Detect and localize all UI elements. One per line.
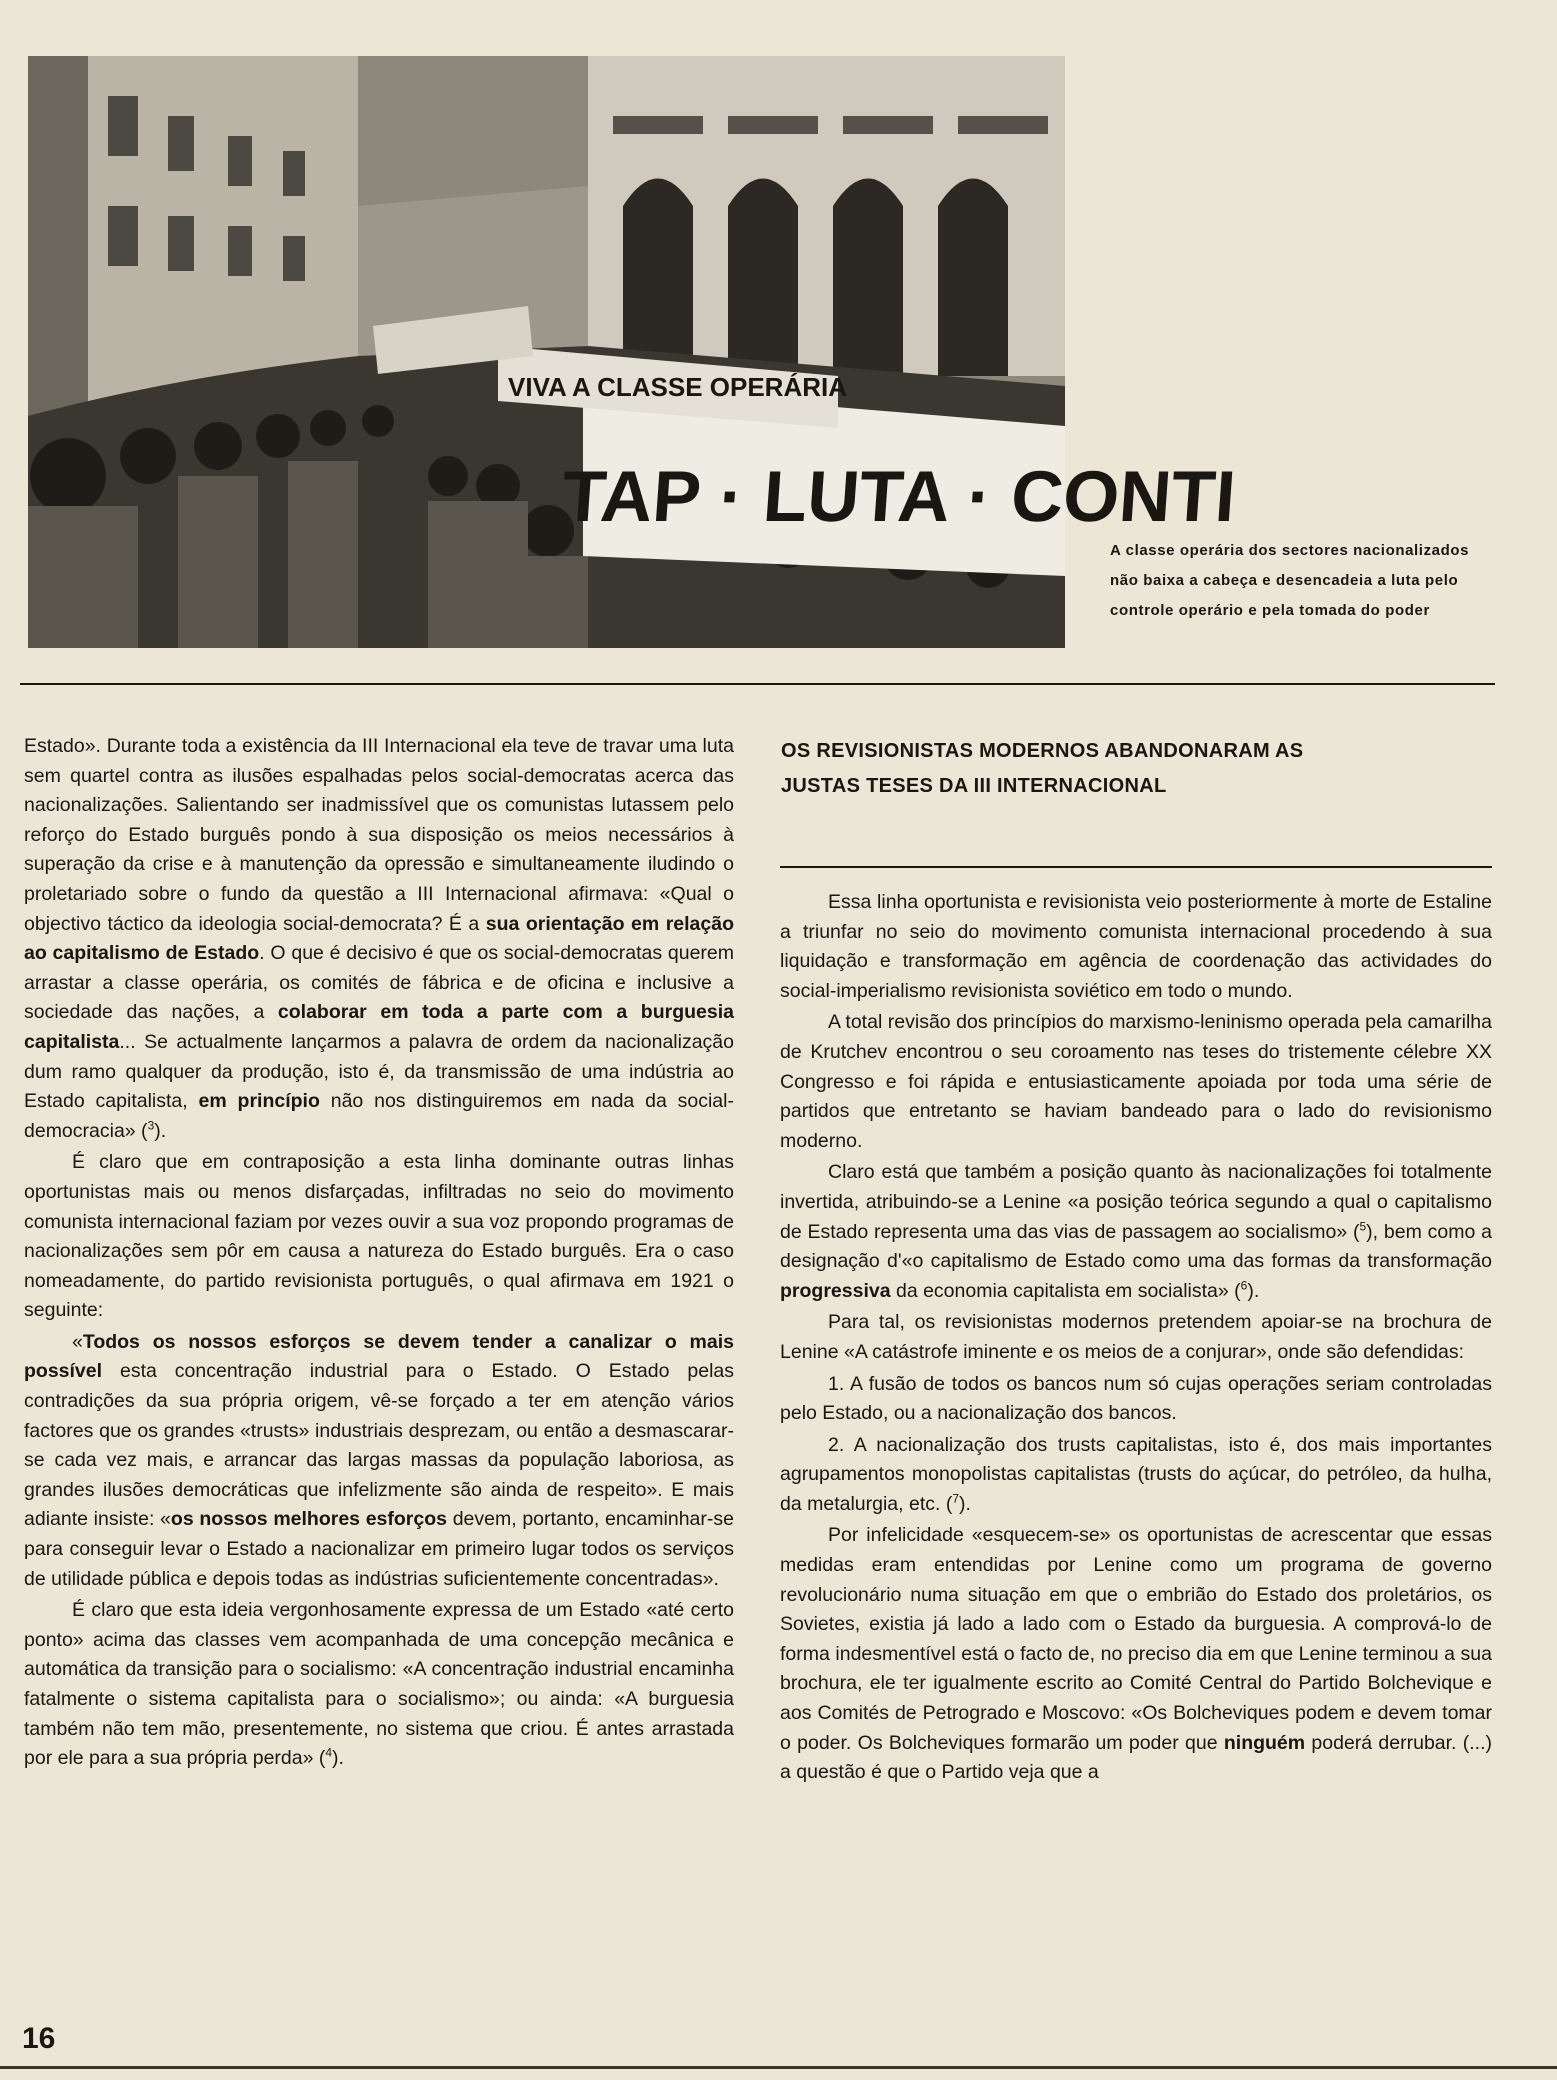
- text-column-left: [24, 732, 734, 1776]
- text-column-right: [780, 888, 1492, 1790]
- page-edge: [0, 2066, 1557, 2069]
- paragraph: A total revisão dos princípios do marxismo-leninismo operada pela camarilha de Krutchev encontrou o seu coroamento nas teses do tristemente célebre XX Congresso e foi rápida e entusiasticamente apoiada por toda uma série de partidos que entretanto se haviam bandeado para o lado do revisionismo moderno.: [780, 1011, 1492, 1152]
- banner-text-1: TAP · LUTA · CONTI: [559, 457, 1239, 537]
- demonstration-photo: [28, 56, 1239, 648]
- paragraph: Claro está que também a posição quanto às nacionalizações foi totalmente invertida, atribuindo-se a Lenine «a posição teórica segundo a qual o capitalismo de Estado representa uma das vias de passagem ao socialismo» ($^5$), bem como a designação d'«o capitalismo de Estado como uma das formas da transformação progressiva da economia capitalista em socialista» ($^6$).: [780, 1161, 1492, 1302]
- list-item: 2. A nacionalização dos trusts capitalistas, isto é, dos mais importantes agrupamentos monopolistas capitalistas (trusts do açúcar, do petróleo, da hulha, da metalurgia, etc. ($^7$).: [780, 1433, 1492, 1515]
- paragraph: Por infelicidade «esquecem-se» os oportunistas de acrescentar que essas medidas eram entendidas por Lenine como um programa de governo revolucionário numa situação em que o embrião do Estado dos proletários, os Sovietes, existia já lado a lado com o Estado da burguesia. A comprová-lo de forma indesmentível está o facto de, no preciso dia em que Lenine terminou a sua brochura, ele ter igualmente escrito ao Comité Central do Partido Bolchevique e aos Comités de Petrogrado e Moscovo: «Os Bolcheviques podem e devem tomar o poder. Os Bolcheviques formarão um poder que ninguém poderá derrubar. (...) a questão é que o Partido veja que a: [780, 1524, 1492, 1784]
- photo-caption: A classe operária dos sectores nacionalizados não baixa a cabeça e desencadeia a luta pelo controle operário e pela tomada do poder: [1110, 542, 1470, 619]
- paragraph: Para tal, os revisionistas modernos pretendem apoiar-se na brochura de Lenine «A catástrofe iminente e os meios de a conjurar», onde são defendidas:: [780, 1311, 1492, 1363]
- paragraph: É claro que em contraposição a esta linha dominante outras linhas oportunistas mais ou menos disfarçadas, infiltradas no seio do movimento comunista internacional faziam por vezes ouvir a sua voz propondo programas de nacionalizações sem pôr em causa a natureza do Estado burguês. Era o caso nomeadamente, do partido revisionista português, o qual afirmava em 1921 o seguinte:: [24, 1151, 734, 1322]
- divider-rule: [20, 683, 1495, 685]
- paragraph: Estado». Durante toda a existência da III Internacional ela teve de travar uma luta sem quartel contra as ilusões espalhadas pelos social-democratas acerca das nacionalizações. Salientando ser inadmissível que os comunistas lutassem pelo reforço do Estado burguês pondo à sua disposição os meios necessários à superação da crise e à manutenção da opressão e simultaneamente iludindo o proletariado sobre o fundo da questão a III Internacional afirmava: «Qual o objectivo táctico da ideologia social-democrata? É a sua orientação em relação ao capitalismo de Estado. O que é decisivo é que os social-democratas querem arrastar a classe operária, os comités de fábrica e de oficina e inclusive a sociedade das nações, a colaborar em toda a parte com a burguesia capitalista... Se actualmente lançarmos a palavra de ordem da nacionalização dum ramo qualquer da produção, isto é, da transmissão de uma indústria ao Estado capitalista, em princípio não nos distinguiremos em nada da social-democracia» ($^3$).: [24, 735, 734, 1142]
- list-item: 1. A fusão de todos os bancos num só cujas operações seriam controladas pelo Estado, ou a nacionalização dos bancos.: [780, 1372, 1492, 1425]
- heading-rule: [780, 866, 1492, 868]
- banner-text-2: VIVA A CLASSE OPERÁRIA: [508, 372, 848, 402]
- page-number: 16: [22, 2022, 56, 2055]
- paragraph: «Todos os nossos esforços se devem tender a canalizar o mais possível esta concentração industrial para o Estado. O Estado pelas contradições da sua própria origem, vê-se forçado a ter em atenção vários factores que os grandes «trusts» industriais desprezam, ou então a desmascarar-se cada vez mais, e arrancar das largas massas da população laboriosa, as grandes ilusões democráticas que infelizmente são ainda de respeito». E mais adiante insiste: «os nossos melhores esforços devem, portanto, encaminhar-se para conseguir levar o Estado a nacionalizar em primeiro lugar todos os serviços de utilidade pública e depois todas as indústrias suficientemente concentradas».: [24, 1330, 734, 1590]
- paragraph: É claro que esta ideia vergonhosamente expressa de um Estado «até certo ponto» acima das classes vem acompanhada de uma concepção mecânica e automática da transição para o socialismo: «A concentração industrial encaminha fatalmente o sistema capitalista para o socialismo»; ou ainda: «A burguesia também não tem mão, presentemente, no sistema que criou. É antes arrastada por ele para a sua própria perda» ($^4$).: [24, 1599, 734, 1770]
- section-heading: OS REVISIONISTAS MODERNOS ABANDONARAM AS JUSTAS TESES DA III INTERNACIONAL: [781, 740, 1304, 797]
- paragraph: Essa linha oportunista e revisionista veio posteriormente à morte de Estaline a triunfar no seio do movimento comunista internacional procedendo à sua liquidação e transformação em agência de coordenação das actividades do social-imperialismo revisionista soviético em todo o mundo.: [780, 891, 1492, 1002]
